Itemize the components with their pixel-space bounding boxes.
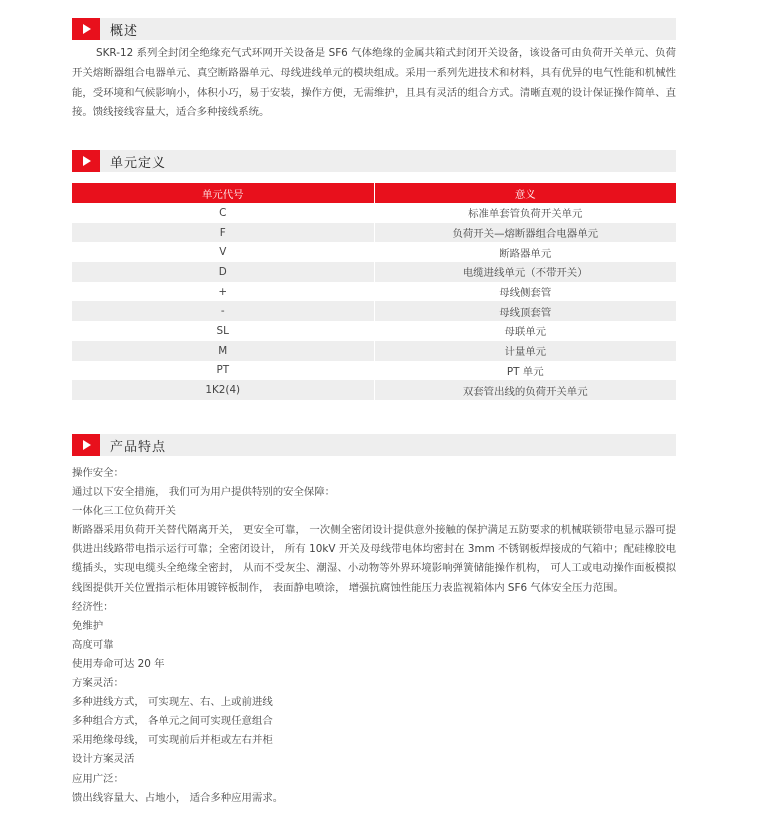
unit-code-cell: M <box>72 341 374 361</box>
table-row <box>72 262 676 282</box>
table-row <box>72 301 676 321</box>
section-title-features: 产品特点 <box>110 439 167 455</box>
table-row <box>72 242 676 262</box>
unit-code-cell: PT <box>216 364 230 377</box>
table-row <box>72 321 676 341</box>
play-arrow-icon <box>72 434 100 456</box>
feature-line: 馈出线容量大、占地小， 适合多种应用需求。 <box>72 791 284 804</box>
table-row <box>72 341 676 361</box>
unit-meaning-cell: 双套管出线的负荷开关单元 <box>374 380 676 400</box>
column-header-code: 单元代号 <box>72 183 374 203</box>
feature-line: 一体化三工位负荷开关 <box>72 505 176 518</box>
feature-heading-application: 应用广泛： <box>72 772 124 785</box>
play-arrow-icon <box>72 150 100 172</box>
section-header-units <box>72 150 676 172</box>
unit-code-cell: 1K2(4) <box>72 380 374 400</box>
unit-code-cell: F <box>72 223 374 243</box>
section-header-features <box>72 434 676 456</box>
unit-meaning-cell: 电缆进线单元（不带开关） <box>374 262 676 282</box>
feature-line: 采用绝缘母线， 可实现前后并柜或左右并柜 <box>72 734 273 747</box>
table-row <box>72 223 676 243</box>
table-row <box>72 380 676 400</box>
unit-code-cell: - <box>72 301 374 321</box>
table-row <box>72 203 676 223</box>
unit-code-cell: SL <box>216 324 229 337</box>
unit-code-cell: D <box>72 262 374 282</box>
section-title-units: 单元定义 <box>110 155 167 171</box>
table-row <box>72 361 676 381</box>
feature-heading-flexibility: 方案灵活： <box>72 677 124 690</box>
section-header-overview <box>72 18 676 40</box>
features-list <box>72 464 676 808</box>
overview-paragraph: SKR-12 系列全封闭全绝缘充气式环网开关设备是 SF6 气体绝缘的金属共箱式封闭开关设备，该设备可由负荷开关单元、负荷开关熔断器组合电器单元、真空断路器单元、母线进线单元的模块组成。采用一系列先进技术和材料，具有优异的电气性能和机械性能，受环境和气候影响小，体积小巧，易于安装，操作方便，无需维护，且具有灵活的组合方式。清晰直观的设计保证操作简单、直接。馈线接线容量大，适合多种接线系统。 <box>72 47 676 119</box>
unit-meaning-cell: 母线侧套管 <box>374 282 676 302</box>
unit-meaning-cell: PT 单元 <box>374 361 676 381</box>
feature-heading-economy: 经济性： <box>72 600 114 613</box>
unit-code-cell: V <box>219 246 227 259</box>
unit-code-cell: + <box>218 285 228 298</box>
play-arrow-icon <box>72 18 100 40</box>
feature-heading-safety: 操作安全： <box>72 467 124 479</box>
table-row <box>72 282 676 302</box>
unit-definition-table <box>72 183 676 400</box>
unit-meaning-cell: 断路器单元 <box>374 242 676 262</box>
feature-line: 多种进线方式， 可实现左、右、上或前进线 <box>72 696 273 709</box>
column-header-meaning: 意义 <box>374 183 676 203</box>
unit-meaning-cell: 负荷开关—熔断器组合电器单元 <box>374 223 676 243</box>
feature-line: 免维护 <box>72 619 104 632</box>
feature-line: 多种组合方式， 各单元之间可实现任意组合 <box>72 715 273 728</box>
section-title-overview: 概述 <box>110 23 139 39</box>
unit-meaning-cell: 母联单元 <box>374 321 676 341</box>
feature-paragraph: 断路器采用负荷开关替代隔离开关， 更安全可靠， 一次侧全密闭设计提供意外接触的保护满足五防要求的机械联锁带电显示器可提供进出线路带电指示运行可靠；全密闭设计， 所有 10kV 开关及母线带电体均密封在 3mm 不锈钢板焊接成的气箱中；配硅橡胶电缆插头，实现电缆头全绝缘全密封， 从而不受灰尘、潮湿、小动物等外界环境影响弹簧储能操作机构， 可人工或电动操作面板模拟线图提供开关位置指示柜体用镀锌板制作， 表面静电喷涂， 增强抗腐蚀性能压力表监视箱体内 SF6 气体安全压力范围。 <box>72 524 676 594</box>
feature-line: 高度可靠 <box>72 638 114 651</box>
feature-line: 使用寿命可达 20 年 <box>72 657 165 670</box>
unit-meaning-cell: 母线顶套管 <box>374 301 676 321</box>
table-header-row <box>72 183 676 203</box>
unit-code-cell: C <box>219 206 227 219</box>
unit-meaning-cell: 标准单套管负荷开关单元 <box>374 203 676 223</box>
unit-meaning-cell: 计量单元 <box>374 341 676 361</box>
feature-line: 设计方案灵活 <box>72 753 135 766</box>
feature-line: 通过以下安全措施， 我们可为用户提供特别的安全保障： <box>72 486 336 499</box>
